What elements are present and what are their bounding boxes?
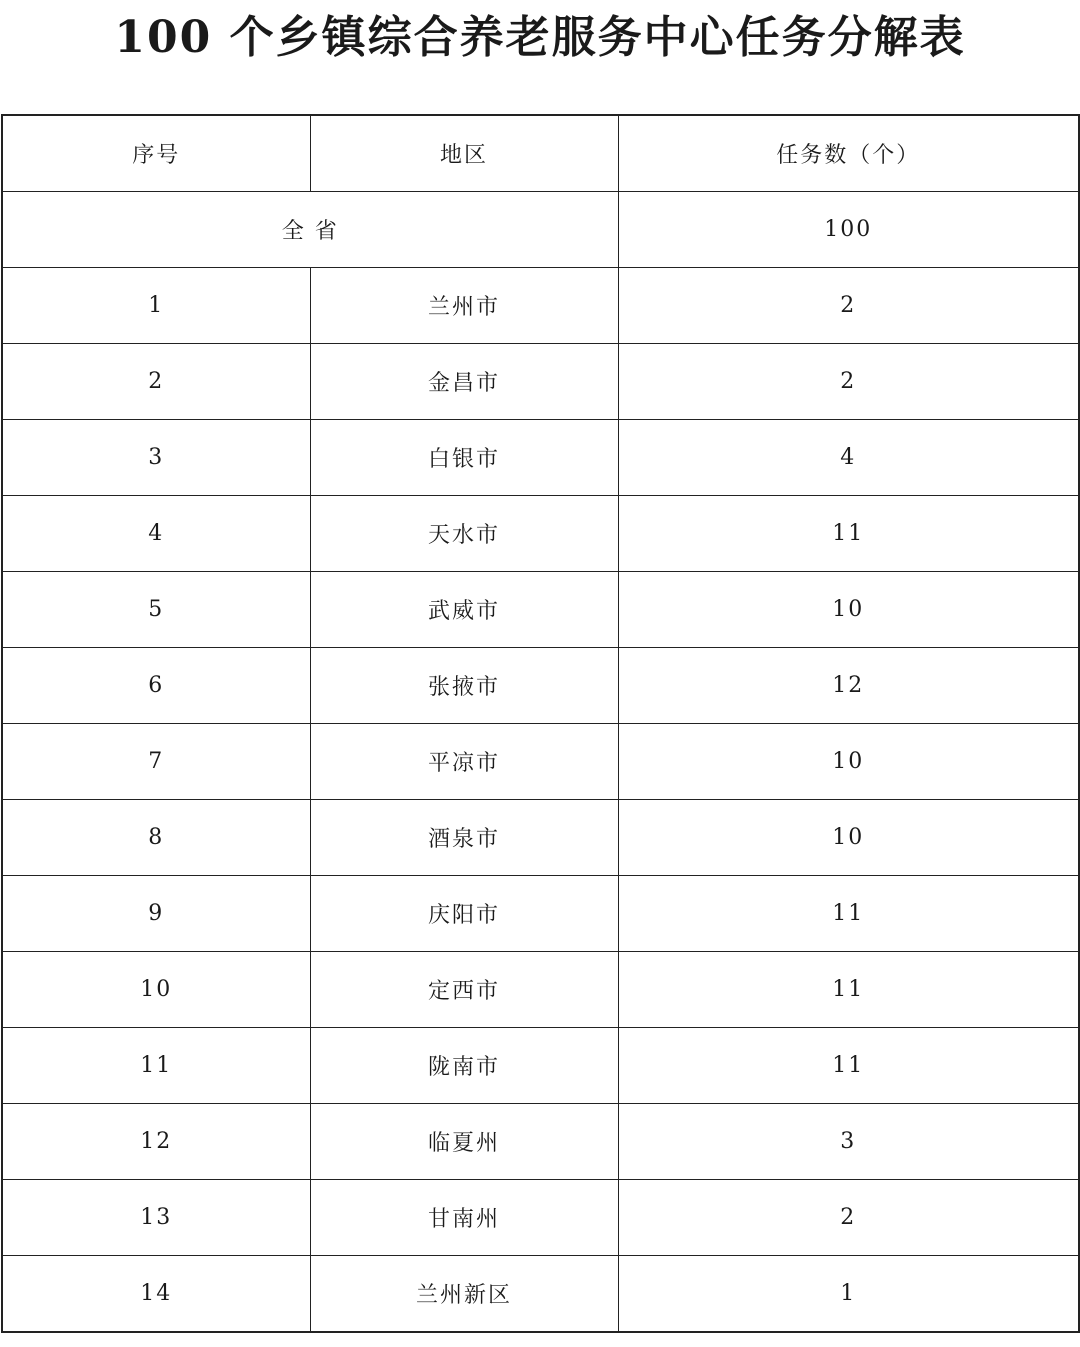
row-tasks: 3 (618, 1104, 1079, 1180)
row-tasks: 2 (618, 268, 1079, 344)
table-row (2, 800, 1079, 876)
row-region: 张掖市 (310, 648, 618, 724)
row-index: 14 (2, 1256, 310, 1333)
row-tasks: 1 (618, 1256, 1079, 1333)
row-index: 6 (2, 648, 310, 724)
table-row (2, 1256, 1079, 1333)
table-row (2, 572, 1079, 648)
row-region: 天水市 (310, 496, 618, 572)
row-index: 1 (2, 268, 310, 344)
row-region: 白银市 (310, 420, 618, 496)
table-row (2, 724, 1079, 800)
row-tasks: 2 (618, 1180, 1079, 1256)
row-index: 11 (2, 1028, 310, 1104)
row-tasks: 11 (618, 496, 1079, 572)
table-row (2, 1104, 1079, 1180)
row-index: 13 (2, 1180, 310, 1256)
row-index: 12 (2, 1104, 310, 1180)
row-region: 兰州新区 (310, 1256, 618, 1333)
row-region: 金昌市 (310, 344, 618, 420)
header-region: 地区 (310, 115, 618, 192)
row-tasks: 11 (618, 1028, 1079, 1104)
row-tasks: 11 (618, 952, 1079, 1028)
row-tasks: 4 (618, 420, 1079, 496)
table-row (2, 876, 1079, 952)
row-region: 甘南州 (310, 1180, 618, 1256)
total-label: 全 省 (2, 192, 618, 268)
row-tasks: 11 (618, 876, 1079, 952)
table-row (2, 344, 1079, 420)
row-index: 9 (2, 876, 310, 952)
row-index: 7 (2, 724, 310, 800)
row-index: 5 (2, 572, 310, 648)
header-row (2, 115, 1079, 192)
header-index: 序号 (2, 115, 310, 192)
task-breakdown-table (1, 114, 1080, 1333)
row-index: 4 (2, 496, 310, 572)
row-tasks: 10 (618, 800, 1079, 876)
total-row (2, 192, 1079, 268)
row-region: 兰州市 (310, 268, 618, 344)
table-row (2, 952, 1079, 1028)
row-region: 酒泉市 (310, 800, 618, 876)
document-title: 100 个乡镇综合养老服务中心任务分解表 (114, 12, 966, 63)
table-row (2, 1180, 1079, 1256)
row-index: 3 (2, 420, 310, 496)
row-region: 庆阳市 (310, 876, 618, 952)
table-row (2, 420, 1079, 496)
row-tasks: 12 (618, 648, 1079, 724)
row-region: 定西市 (310, 952, 618, 1028)
row-region: 武威市 (310, 572, 618, 648)
row-index: 10 (2, 952, 310, 1028)
table-row (2, 648, 1079, 724)
header-tasks: 任务数（个） (618, 115, 1079, 192)
table-row (2, 268, 1079, 344)
row-region: 平凉市 (310, 724, 618, 800)
row-index: 2 (2, 344, 310, 420)
row-region: 临夏州 (310, 1104, 618, 1180)
total-value: 100 (618, 192, 1079, 268)
row-index: 8 (2, 800, 310, 876)
table-row (2, 1028, 1079, 1104)
table-row (2, 496, 1079, 572)
row-region: 陇南市 (310, 1028, 618, 1104)
row-tasks: 2 (618, 344, 1079, 420)
row-tasks: 10 (618, 724, 1079, 800)
row-tasks: 10 (618, 572, 1079, 648)
